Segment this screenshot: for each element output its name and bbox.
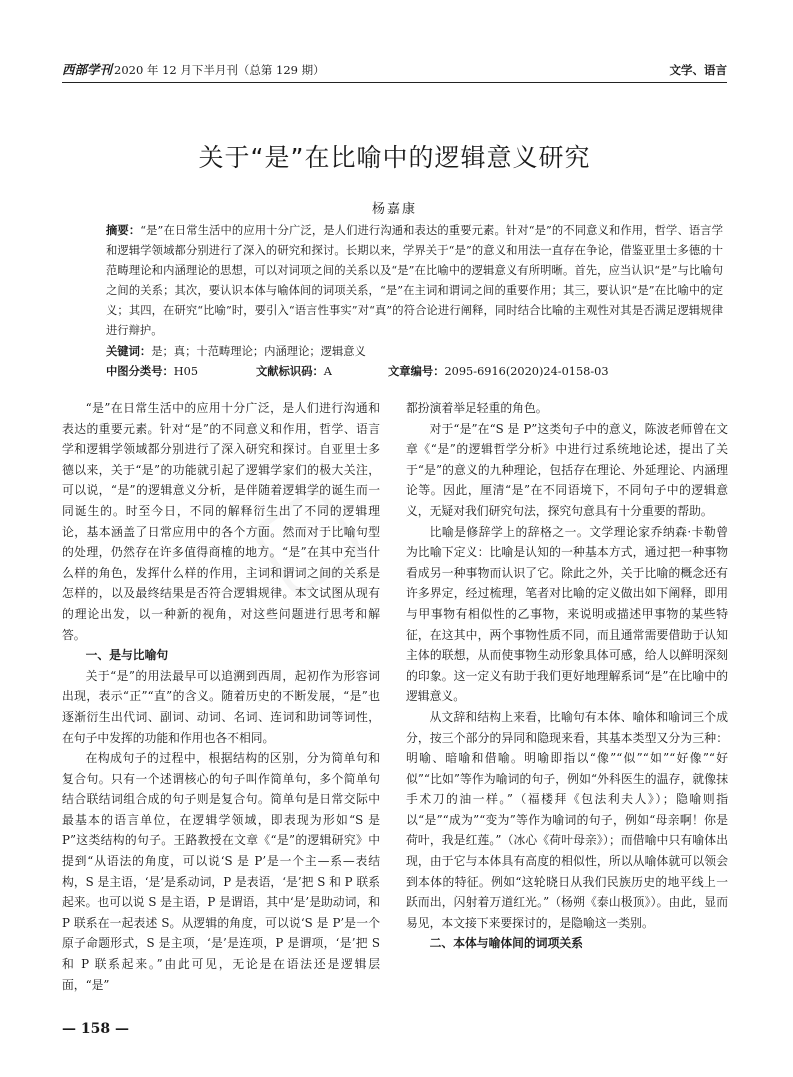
doc-value: A (323, 365, 332, 378)
journal-brand: 西部学刊 (62, 62, 113, 77)
art-label: 文章编号： (388, 365, 445, 378)
author-name: 杨嘉康 (371, 202, 417, 217)
page-number: — 158 — (62, 1021, 129, 1037)
article-title: 关于“是”在比喻中的逻辑意义研究 (198, 143, 591, 172)
clc-label: 中图分类号： (106, 365, 174, 378)
section-label: 文学、语言 (669, 63, 727, 77)
issue-info: 2020 年 12 月下半月刊（总第 129 期） (114, 63, 325, 77)
body-column-left (62, 398, 380, 995)
paragraph: 对于“是”在“S 是 P”这类句子中的意义，陈波老师曾在文章《“是”的逻辑哲学分析》中进行过系统地论述，提出了关于“是”的意义的九种理论，包括存在理论、外延理论、内涵理论等。因此，厘清“是”在不同语境下，不同句子中的逻辑意义，无疑对我们研究句法，探究句意具有十分重要的帮助。 (406, 421, 728, 518)
abstract-label: 摘要： (106, 224, 141, 237)
keywords-label: 关键词： (106, 345, 152, 358)
doc-label: 文献标识码： (256, 365, 324, 378)
body-column-right (406, 398, 728, 954)
abstract (106, 221, 723, 341)
running-header (62, 58, 727, 83)
paragraph: 都扮演着举足轻重的角色。 (406, 401, 548, 415)
keywords (106, 343, 366, 359)
keywords-text: 是；真；十范畴理论；内涵理论；逻辑意义 (151, 345, 366, 358)
paragraph: 比喻是修辞学上的辞格之一。文学理论家乔纳森·卡勒曾为比喻下定义：比喻是认知的一种基本方式，通过把一种事物看成另一种事物而认识了它。除此之外，关于比喻的概念还有许多界定，经过梳理，笔者对比喻的定义做出如下阐释，即用与甲事物有相似性的乙事物，来说明或描述甲事物的某些特征，在这其中，两个事物性质不同，而且通常需要借助于认知主体的联想，从而使事物生动形象具体可感，给人以鲜明深刻的印象。这一定义有助于我们更好地理解系词“是”在比喻中的逻辑意义。 (406, 524, 728, 704)
paragraph: 从文辞和结构上来看，比喻句有本体、喻体和喻词三个成分，按三个部分的异同和隐现来看，其基本类型又分为三种：明喻、暗喻和借喻。明喻即指以“像”“似”“如”“好像”“好似”“比如”等作为喻词的句子，例如“外科医生的温存，就像抹手术刀的油一样。”（福楼拜《包法利夫人》）；隐喻则指以“是”“成为”“变为”等作为喻词的句子，例如“母亲啊！你是荷叶，我是红莲。”（冰心《荷叶母亲》）；而借喻中只有喻体出现，由于它与本体具有高度的相似性，所以从喻体就可以领会到本体的特征。例如“这轮晓日从我们民族历史的地平线上一跃而出，闪射着万道红光。”（杨朔《泰山极顶》）。由此，显而易见，本文接下来要探讨的，是隐喻这一类别。 (406, 709, 728, 930)
clc-code (106, 363, 198, 379)
section-heading: 一、是与比喻句 (85, 648, 169, 663)
art-value: 2095-6916(2020)24-0158-03 (444, 365, 609, 378)
article-number (388, 363, 609, 379)
journal-info (62, 60, 325, 78)
section-heading: 二、本体与喻体间的词项关系 (429, 936, 583, 951)
paragraph: 关于“是”的用法最早可以追溯到西周，起初作为形容词出现，表示“正”“直”的含义。随着历史的不断发展，“是”也逐渐衍生出代词、副词、动词、名词、连词和助词等词性，在句子中发挥的功能和作用也各不相同。 (62, 668, 380, 745)
clc-value: H05 (173, 365, 199, 378)
doc-code (256, 363, 332, 379)
paragraph: “是”在日常生活中的应用十分广泛，是人们进行沟通和表达的重要元素。针对“是”的不同意义和作用，哲学、语言学和逻辑学领域都分别进行了深入研究和探讨。自亚里士多德以来，关于“是”的功能就引起了逻辑学家们的极大关注，可以说，“是”的逻辑意义分析，是伴随着逻辑学的诞生而一同诞生的。时至今日，不同的解释衍生出了不同的逻辑理论，基本涵盖了日常应用中的各个方面。然而对于比喻句型的处理，仍然存在许多值得商榷的地方。“是”在其中充当什么样的角色，发挥什么样的作用，主词和谓词之间的关系是怎样的，以及最终结果是否符合逻辑规律。本文试图从现有的理论出发，以一种新的视角，对这些问题进行思考和解答。 (62, 401, 380, 642)
paragraph: 在构成句子的过程中，根据结构的区别，分为简单句和复合句。只有一个述谓核心的句子叫作简单句，多个简单句结合联结词组合成的句子则是复合句。简单句是日常交际中最基本的语言单位，在逻辑学领域，即表现为形如“S 是 P”这类结构的句子。王路教授在文章《“是”的逻辑研究》中提到“从语法的角度，可以说‘S 是 P’是一个主—系—表结构，S 是主语，‘是’是系动词，P 是表语，‘是’把 S 和 P 联系起来。也可以说 S 是主语，P 是谓语，其中‘是’是助动词，和 P 联系在一起表述 S。从逻辑的角度，可以说‘S 是 P’是一个原子命题形式，S 是主项，‘是’是连项，P 是谓项，‘是’把 S 和 P 联系起来。”由此可见，无论是在语法还是逻辑层面，“是” (62, 751, 380, 992)
abstract-text: “是”在日常生活中的应用十分广泛，是人们进行沟通和表达的重要元素。针对“是”的不同意义和作用，哲学、语言学和逻辑学领域都分别进行了深入的研究和探讨。长期以来，学界关于“是”的意义和用法一直存在争论，借鉴亚里士多德的十范畴理论和内涵理论的思想，可以对词项之间的关系以及“是”在比喻中的逻辑意义有所明晰。首先，应当认识“是”与比喻句之间的关系；其次，要认识本体与喻体间的词项关系，“是”在主词和谓词之间的重要作用；其三，要认识“是”在比喻中的定义；其四，在研究“比喻”时，要引入“语言性事实”对“真”的符合论进行阐释，同时结合比喻的主观性对其是否满足逻辑规律进行辩护。 (106, 224, 723, 337)
classification-info (106, 363, 723, 383)
